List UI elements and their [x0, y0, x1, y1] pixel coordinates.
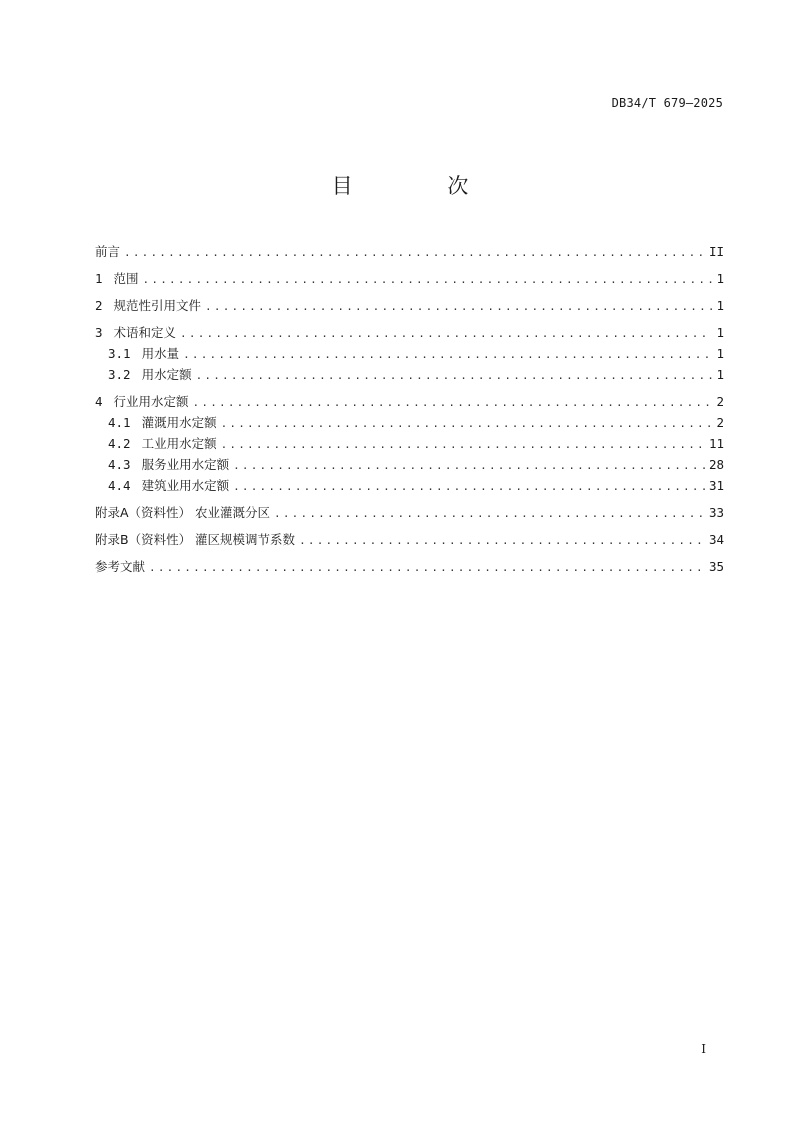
toc-entry-label: 范围	[113, 271, 139, 286]
toc-dot-leader	[196, 369, 713, 382]
toc-entry-page: 1	[716, 346, 724, 361]
toc-entry-page: 2	[716, 415, 724, 430]
toc-entry[interactable]	[95, 365, 724, 386]
toc-dot-leader	[221, 438, 705, 451]
toc-dot-leader	[233, 480, 705, 493]
toc-entry-page: 34	[708, 532, 724, 547]
toc-entry[interactable]	[95, 392, 724, 413]
toc-entry-label: 服务业用水定额	[141, 457, 230, 472]
toc-entry-number: 2	[95, 298, 103, 313]
table-of-contents	[95, 242, 724, 578]
toc-dot-leader	[143, 273, 713, 286]
toc-entry-label: 前言	[95, 244, 121, 259]
toc-dot-leader	[221, 417, 713, 430]
toc-entry-page: 1	[716, 367, 724, 382]
toc-entry-label: 附录B（资料性） 灌区规模调节系数	[95, 532, 296, 547]
toc-entry-page: 35	[708, 559, 724, 574]
toc-entry-label: 建筑业用水定额	[141, 478, 230, 493]
toc-entry-label: 术语和定义	[113, 325, 177, 340]
page-number: I	[701, 1042, 706, 1056]
toc-entry-page: 31	[708, 478, 724, 493]
toc-dot-leader	[274, 507, 705, 520]
toc-entry-number: 3	[95, 325, 103, 340]
toc-entry-page: 28	[708, 457, 724, 472]
toc-entry-number: 1	[95, 271, 103, 286]
toc-entry[interactable]	[95, 503, 724, 524]
toc-dot-leader	[183, 348, 712, 361]
toc-entry-page: 1	[716, 271, 724, 286]
toc-entry[interactable]	[95, 530, 724, 551]
document-code: DB34/T 679—2025	[611, 96, 723, 110]
toc-entry[interactable]	[95, 242, 724, 263]
toc-entry-page: 11	[708, 436, 724, 451]
toc-entry[interactable]	[95, 323, 724, 344]
toc-entry[interactable]	[95, 269, 724, 290]
toc-entry-number: 4.1	[108, 415, 131, 430]
toc-entry-page: 1	[716, 298, 724, 313]
toc-entry[interactable]	[95, 455, 724, 476]
toc-entry-page: 33	[708, 505, 724, 520]
toc-entry-label: 规范性引用文件	[113, 298, 202, 313]
toc-entry-number: 4.4	[108, 478, 131, 493]
toc-entry-number: 4	[95, 394, 103, 409]
toc-entry[interactable]	[95, 344, 724, 365]
toc-entry[interactable]	[95, 296, 724, 317]
toc-entry-label: 附录A（资料性） 农业灌溉分区	[95, 505, 271, 520]
toc-entry[interactable]	[95, 557, 724, 578]
toc-entry[interactable]	[95, 434, 724, 455]
toc-dot-leader	[124, 246, 705, 259]
toc-dot-leader	[193, 396, 713, 409]
toc-entry-number: 3.2	[108, 367, 131, 382]
toc-entry-number: 4.2	[108, 436, 131, 451]
toc-entry-label: 用水量	[141, 346, 180, 361]
toc-entry-number: 3.1	[108, 346, 131, 361]
toc-entry-label: 参考文献	[95, 559, 146, 574]
toc-entry-number: 4.3	[108, 457, 131, 472]
toc-entry-label: 工业用水定额	[141, 436, 217, 451]
toc-entry-label: 灌溉用水定额	[141, 415, 217, 430]
toc-entry[interactable]	[95, 476, 724, 497]
toc-dot-leader	[233, 459, 705, 472]
toc-dot-leader	[180, 327, 712, 340]
toc-entry-page: II	[708, 244, 724, 259]
toc-entry-page: 2	[716, 394, 724, 409]
toc-entry-label: 行业用水定额	[113, 394, 189, 409]
toc-entry[interactable]	[95, 413, 724, 434]
toc-dot-leader	[149, 561, 705, 574]
toc-dot-leader	[205, 300, 712, 313]
toc-entry-label: 用水定额	[141, 367, 192, 382]
page-title: 目 次	[331, 174, 513, 198]
toc-entry-page: 1	[716, 325, 724, 340]
toc-dot-leader	[299, 534, 705, 547]
